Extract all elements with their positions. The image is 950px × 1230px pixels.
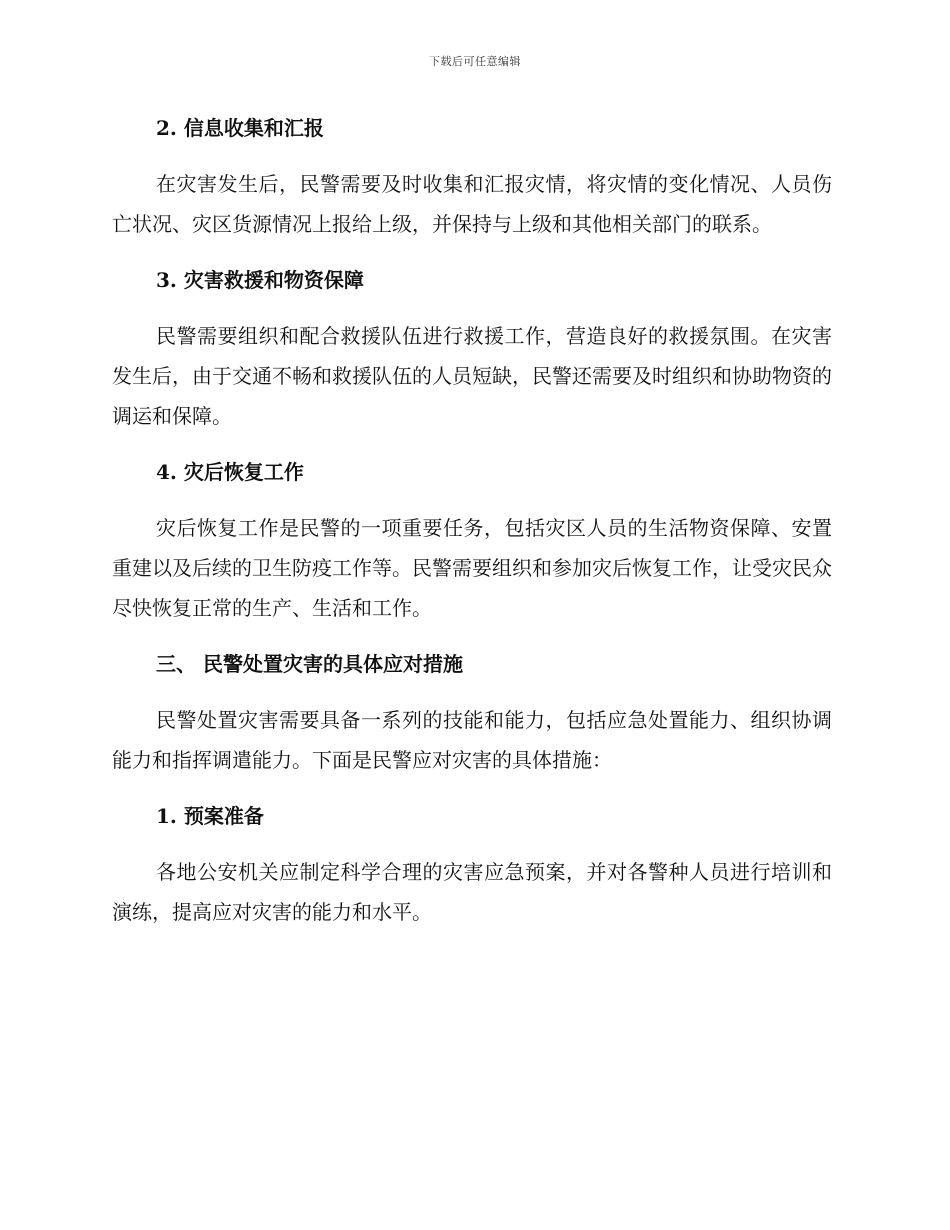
page-header: 下载后可任意编辑 xyxy=(429,55,521,68)
section-heading: 4. 灾后恢复工作 xyxy=(156,460,304,484)
section-paragraph: 各地公安机关应制定科学合理的灾害应急预案，并对各警种人员进行培训和演练，提高应对灾害的能力和水平。 xyxy=(112,860,832,924)
section-paragraph: 民警处置灾害需要具备一系列的技能和能力，包括应急处置能力、组织协调能力和指挥调遣能力。下面是民警应对灾害的具体措施： xyxy=(112,708,832,772)
section-paragraph: 在灾害发生后，民警需要及时收集和汇报灾情，将灾情的变化情况、人员伤亡状况、灾区货源情况上报给上级，并保持与上级和其他相关部门的联系。 xyxy=(112,172,832,236)
section-heading: 1. 预案准备 xyxy=(156,804,264,828)
section-paragraph: 民警需要组织和配合救援队伍进行救援工作，营造良好的救援氛围。在灾害发生后，由于交通不畅和救援队伍的人员短缺，民警还需要及时组织和协助物资的调运和保障。 xyxy=(112,324,832,428)
section-heading: 3. 灾害救援和物资保障 xyxy=(156,268,364,292)
section-heading: 三、 民警处置灾害的具体应对措施 xyxy=(156,652,463,676)
section-heading: 2. 信息收集和汇报 xyxy=(156,116,324,140)
section-paragraph: 灾后恢复工作是民警的一项重要任务，包括灾区人员的生活物资保障、安置重建以及后续的卫生防疫工作等。民警需要组织和参加灾后恢复工作，让受灾民众尽快恢复正常的生产、生活和工作。 xyxy=(112,516,832,620)
document-body xyxy=(112,108,832,948)
